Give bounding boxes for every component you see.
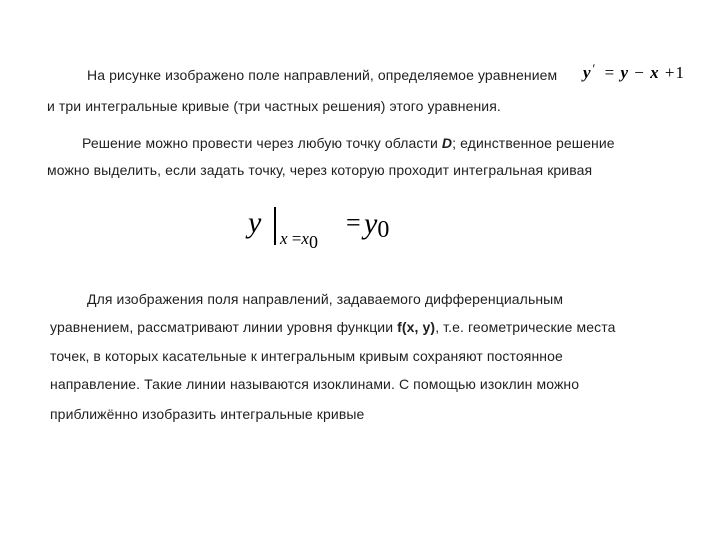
eq2-y0-zero: 0 [377,217,390,243]
para2-line1-before: Решение можно провести через любую точку области [82,135,442,151]
domain-label: D [441,135,453,151]
eq2-sub-x: x [280,229,288,248]
para3-line5: приближённо изобразить интегральные кривые [50,406,365,422]
eq1-plus: + [664,63,676,82]
eq1-one: 1 [675,63,685,82]
eq1-equals: = [604,63,616,82]
eq1-prime: ′ [592,61,597,76]
para3-line3: точек, в которых касательные к интегральным кривым сохраняют постоянное [50,348,563,364]
eq2-equals: = [346,208,361,237]
eq2-subscript [280,228,318,252]
initial-condition-equation [246,200,398,252]
eq2-y: y [248,206,262,239]
para3-line2-before: уравнением, рассматривают линии уровня функции [50,319,398,335]
para3-line4: направление. Такие линии называются изоклинами. С помощью изоклин можно [50,376,580,392]
eq2-sub-equals: = [291,229,302,248]
eq2-evaluation-bar [274,207,276,245]
function-label: f(x, y) [397,319,436,335]
eq1-y2: y [620,63,630,82]
para1-line1: На рисунке изображено поле направлений, определяемое уравнением [87,67,558,83]
eq2-y0 [364,207,389,241]
para3-line2 [50,318,615,336]
para2-line1-after: ; единственное решение [452,135,615,151]
eq2-sub-zero: 0 [308,232,318,252]
eq2-y0-y: y [364,207,378,240]
eq1-x: x [650,63,660,82]
eq1-y: y [583,63,592,82]
para2-line2: можно выделить, если задать точку, через которую проходит интегральная кривая [47,162,593,178]
para3-line1: Для изображения поля направлений, задаваемого дифференциальным [87,291,564,307]
para1-line2: и три интегральные кривые (три частных решения) этого уравнения. [47,98,501,114]
para3-line2-after: , т.е. геометрические места [435,319,616,335]
equation-y-prime [583,63,685,83]
eq2-sub-x0: x [301,229,309,248]
eq1-minus: − [634,63,645,82]
para2-line1 [82,134,615,152]
